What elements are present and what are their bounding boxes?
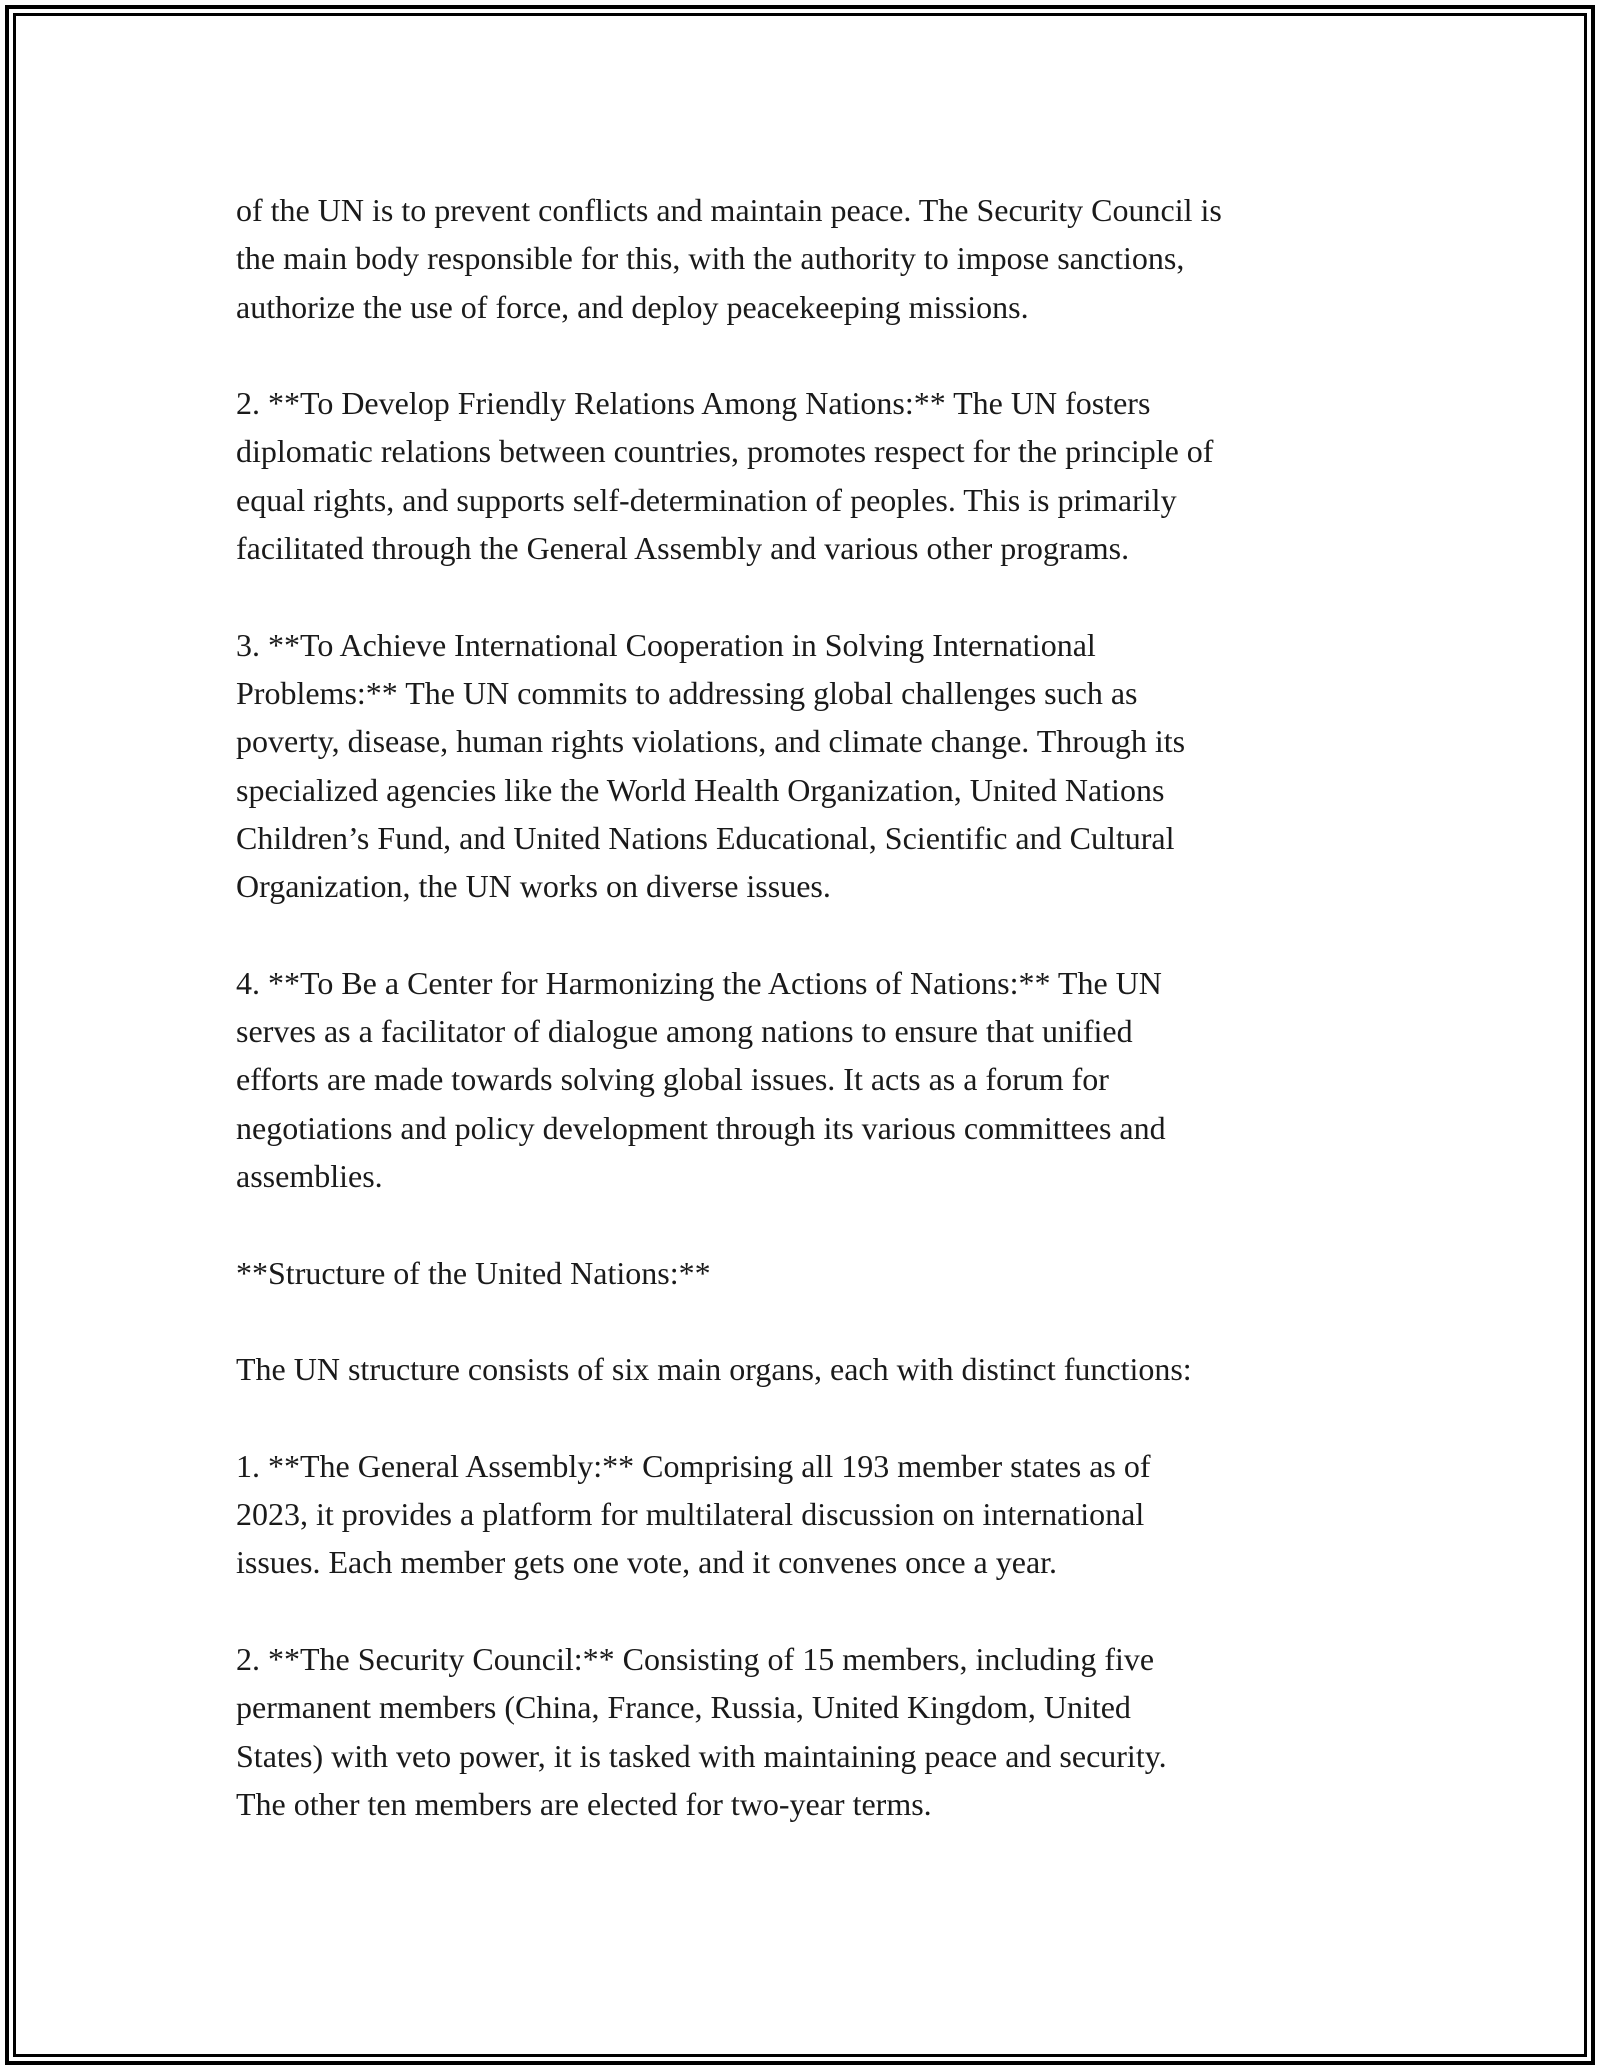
text-line: 2. **To Develop Friendly Relations Among Nations:** The UN fosters [236, 385, 1151, 422]
text-line: negotiations and policy development through its various committees and [236, 1109, 1166, 1146]
text-line: diplomatic relations between countries, promotes respect for the principle of [236, 433, 1214, 470]
text-line: permanent members (China, France, Russia, United Kingdom, United [236, 1689, 1131, 1726]
text-line: issues. Each member gets one vote, and it convenes once a year. [236, 1544, 1058, 1581]
paragraph-general-assembly [236, 1442, 1416, 1587]
text-line: equal rights, and supports self-determination of peoples. This is primarily [236, 481, 1177, 518]
text-line: 1. **The General Assembly:** Comprising all 193 member states as of [236, 1447, 1151, 1484]
text-line: efforts are made towards solving global issues. It acts as a forum for [236, 1061, 1109, 1098]
text-line: Organization, the UN works on diverse issues. [236, 868, 831, 905]
text-line: of the UN is to prevent conflicts and maintain peace. The Security Council is [236, 192, 1222, 228]
paragraph-harmonizing-actions [236, 959, 1416, 1200]
text-line: specialized agencies like the World Health Organization, United Nations [236, 771, 1165, 808]
text-line: 2. **The Security Council:** Consisting of 15 members, including five [236, 1640, 1155, 1677]
text-line: serves as a facilitator of dialogue among nations to ensure that unified [236, 1013, 1133, 1050]
text-line: The other ten members are elected for two-year terms. [236, 1785, 932, 1822]
paragraph-structure-intro [236, 1345, 1416, 1393]
text-line: 2023, it provides a platform for multilateral discussion on international [236, 1496, 1145, 1533]
text-line: 3. **To Achieve International Cooperation in Solving International [236, 626, 1096, 663]
text-line: Children’s Fund, and United Nations Educational, Scientific and Cultural [236, 819, 1175, 856]
paragraph-friendly-relations [236, 379, 1416, 572]
text-line: 4. **To Be a Center for Harmonizing the Actions of Nations:** The UN [236, 964, 1162, 1001]
paragraph-security-council [236, 1635, 1416, 1828]
text-line: The UN structure consists of six main organs, each with distinct functions: [236, 1351, 1192, 1388]
section-heading-structure [236, 1249, 1416, 1297]
text-line: States) with veto power, it is tasked with maintaining peace and security. [236, 1737, 1167, 1774]
text-line: the main body responsible for this, with the authority to impose sanctions, [236, 240, 1185, 277]
text-line: facilitated through the General Assembly and various other programs. [236, 530, 1130, 567]
text-line: **Structure of the United Nations:** [236, 1254, 711, 1291]
text-line: assemblies. [236, 1157, 383, 1194]
paragraph-international-cooperation [236, 621, 1416, 911]
text-line: authorize the use of force, and deploy peacekeeping missions. [236, 288, 1029, 325]
text-line: Problems:** The UN commits to addressing global challenges such as [236, 674, 1138, 711]
document-body [236, 186, 1416, 1828]
paragraph-un-purpose-peace [236, 186, 1416, 331]
text-line: poverty, disease, human rights violations, and climate change. Through its [236, 723, 1186, 760]
